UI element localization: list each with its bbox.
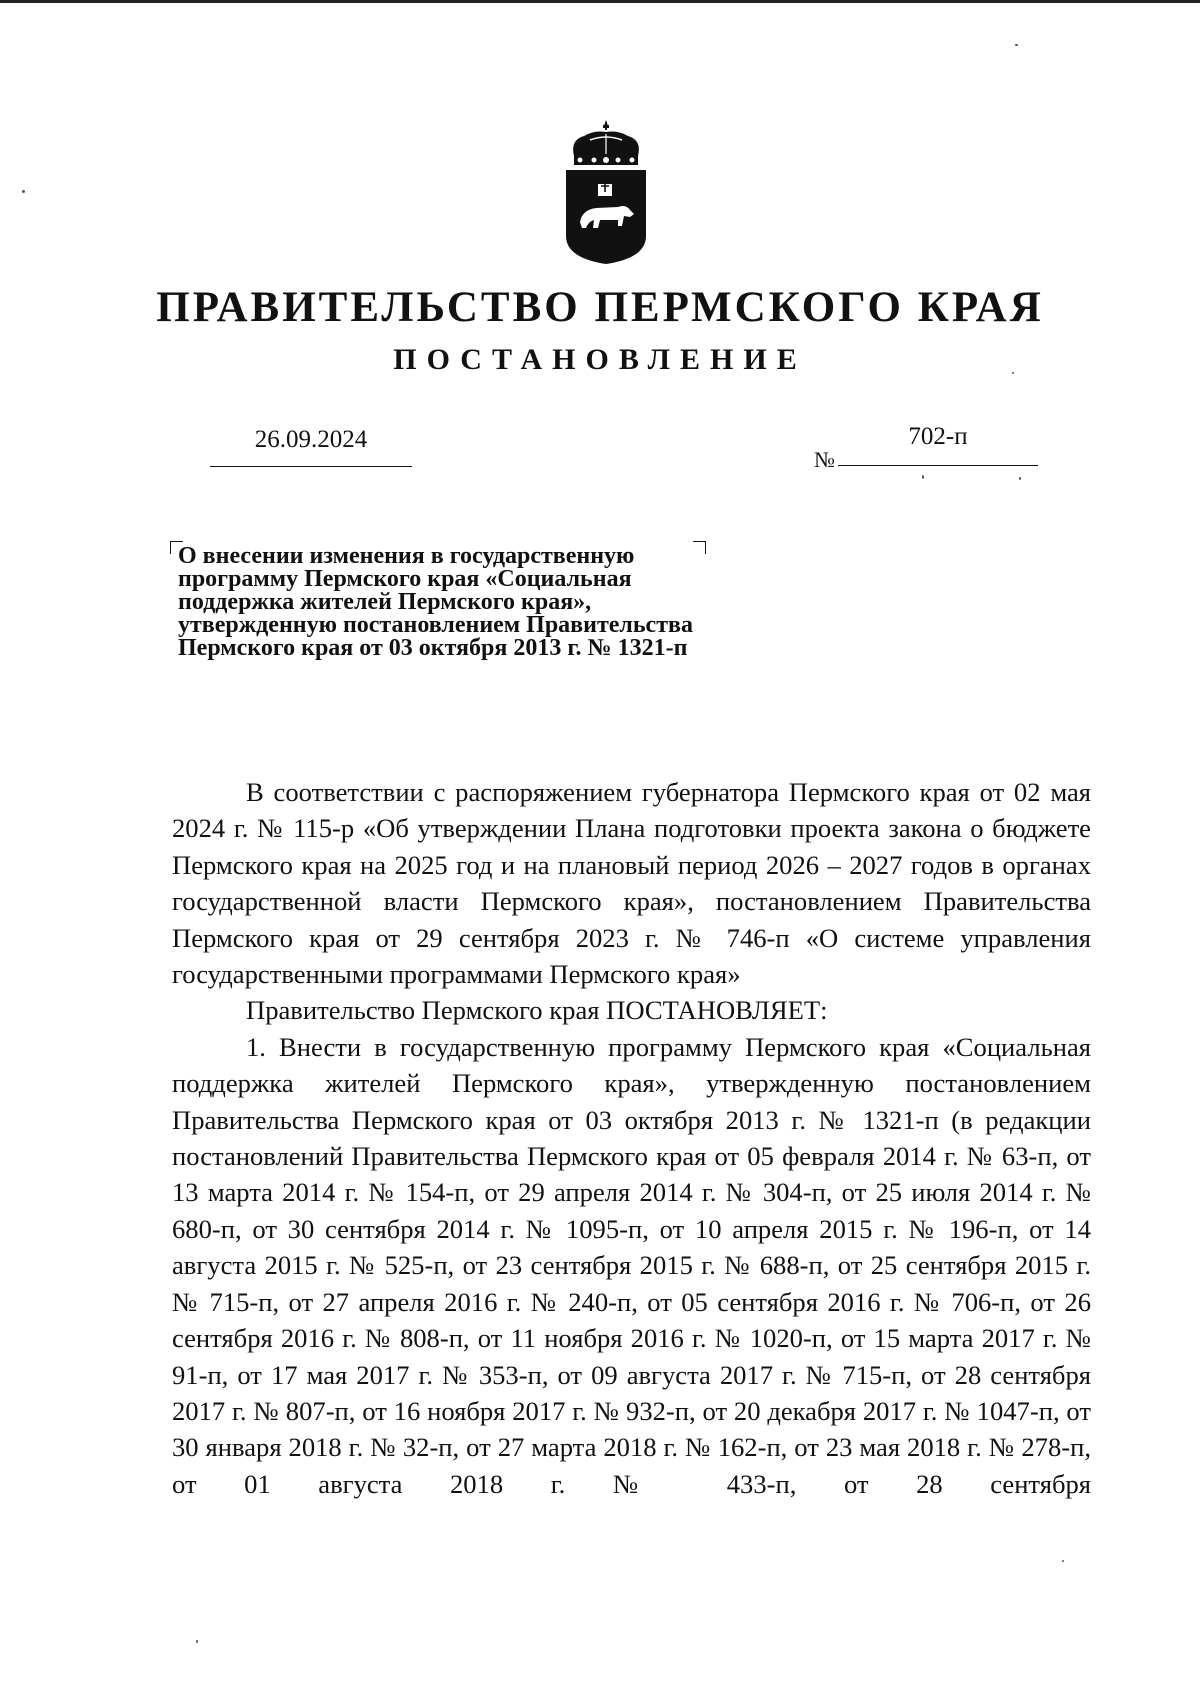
subject-line: программу Пермского края «Социальная [178,566,632,592]
document-subject [178,545,818,660]
perm-krai-coat-of-arms [560,118,652,266]
subject-line: Пермского края от 03 октября 2013 г. № 1321-п [178,635,688,661]
scan-top-edge [0,0,1200,3]
document-date: 26.09.2024 [210,426,412,467]
item-1-paragraph: 1. Внести в государственную программу Пермского края «Социальная поддержка жителей Пермского края», утвержденную постановлением Правительства Пермского края от 03 октября 2013 г. № 1321-п (в редакции постановлений Правительства Пермского края от 05 февраля 2014 г. № 63-п, от 13 марта 2014 г. № 154-п, от 29 апреля 2014 г. № 304-п, от 25 июля 2014 г. № 680-п, от 30 сентября 2014 г. № 1095-п, от 10 апреля 2015 г. № 196-п, от 14 августа 2015 г. № 525-п, от 23 сентября 2015 г. № 688-п, от 25 сентября 2015 г. № 715-п, от 27 апреля 2016 г. № 240-п, от 05 сентября 2016 г. № 706-п, от 26 сентября 2016 г. № 808-п, от 11 ноября 2016 г. № 1020-п, от 15 марта 2017 г. № 91-п, от 17 мая 2017 г. № 353-п, от 09 августа 2017 г. № 715-п, от 28 сентября 2017 г. № 807-п, от 16 ноября 2017 г. № 932-п, от 20 декабря 2017 г. № 1047-п, от 30 января 2018 г. № 32-п, от 27 марта 2018 г. № 162-п, от 23 мая 2018 г. № 278-п, от 01 августа 2018 г. № 433-п, от 28 сентября [172,1031,1091,1499]
document-body [172,774,1091,1502]
resolves-paragraph: Правительство Пермского края ПОСТАНОВЛЯЕТ: [246,995,828,1026]
subject-line: О внесении изменения в государственную [178,543,635,569]
document-type: ПОСТАНОВЛЕНИЕ [393,343,807,376]
document-number: 702-п [838,423,1038,466]
subject-line: утвержденную постановлением Правительства [178,612,693,638]
subject-line: поддержка жителей Пермского края», [178,589,592,615]
preamble-paragraph: В соответствии с распоряжением губернатора Пермского края от 02 мая 2024 г. № 115-р «Об утверждении Плана подготовки проекта закона о бюджете Пермского края на 2025 год и на плановый период 2026 – 2027 годов в органах государственной власти Пермского края», постановлением Правительства Пермского края от 29 сентября 2023 г. № 746-п «О системе управления государственными программами Пермского края» [172,777,1091,990]
number-label: № [814,447,835,472]
government-title: ПРАВИТЕЛЬСТВО ПЕРМСКОГО КРАЯ [156,284,1044,331]
